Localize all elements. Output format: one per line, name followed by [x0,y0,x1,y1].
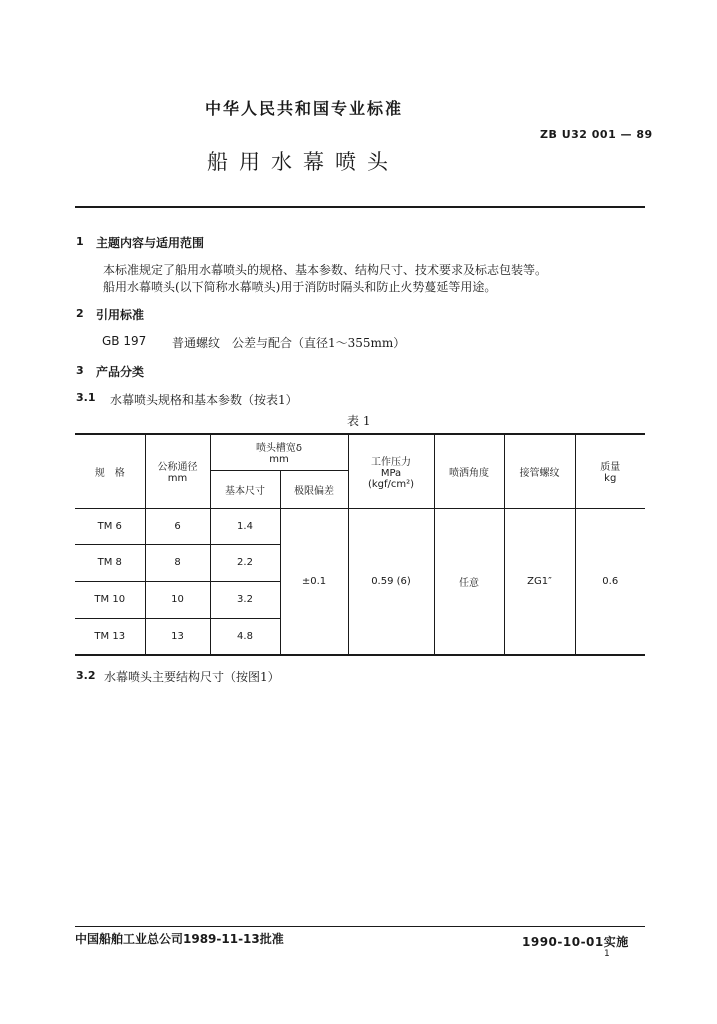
section-2-title: 引用标准 [96,308,145,322]
cell-spec: TM 10 [75,581,145,618]
cell-basic-size: 2.2 [210,544,280,581]
header-tolerance: 极限偏差 [280,470,348,508]
standard-title: 中华人民共和国专业标准 [205,99,404,118]
header-basic-size: 基本尺寸 [210,470,280,508]
header-spec: 规 格 [75,434,145,508]
cell-basic-size: 1.4 [210,508,280,544]
header-mass: 质量 kg [575,434,645,508]
reference-code: GB 197 [102,334,147,348]
standard-code: ZB U32 001 — 89 [540,128,653,141]
section-3-number: 3 [76,364,84,377]
issuer-approval: 中国船舶工业总公司1989-11-13批准 [75,932,284,946]
section-3-title: 产品分类 [96,365,145,379]
header-thread: 接管螺纹 [504,434,575,508]
cell-diameter: 13 [145,618,210,655]
section-2-number: 2 [76,307,84,320]
section-3-1-number: 3.1 [76,391,96,404]
cell-spec: TM 6 [75,508,145,544]
section-1-title: 主题内容与适用范围 [96,236,205,250]
cell-basic-size: 4.8 [210,618,280,655]
header-slot-width: 喷头槽宽δ mm [210,434,348,470]
cell-thread: ZG1″ [504,508,575,655]
section-3-2-number: 3.2 [76,669,96,682]
section-1-number: 1 [76,235,84,248]
header-pressure: 工作压力 MPa (kgf/cm²) [348,434,434,508]
cell-mass: 0.6 [575,508,645,655]
cell-pressure: 0.59 (6) [348,508,434,655]
page-number: 1 [604,949,610,959]
cell-spray-angle: 任意 [434,508,504,655]
cell-diameter: 6 [145,508,210,544]
cell-tolerance: ±0.1 [280,508,348,655]
parameter-table [75,433,645,656]
header-nominal-diameter: 公称通径 mm [145,434,210,508]
section-3-2-text: 水幕喷头主要结构尺寸（按图1） [104,670,280,684]
table-caption: 表 1 [347,414,371,428]
section-1-paragraph-2: 船用水幕喷头(以下简称水幕喷头)用于消防时隔头和防止火势蔓延等用途。 [103,280,497,294]
effective-date: 1990-10-01实施 [522,935,629,949]
header-divider [75,206,645,208]
section-3-1-text: 水幕喷头规格和基本参数（按表1） [110,393,298,407]
cell-basic-size: 3.2 [210,581,280,618]
document-title: 船用水幕喷头 [207,150,399,174]
footer-divider [75,926,645,927]
header-spray-angle: 喷洒角度 [434,434,504,508]
cell-spec: TM 8 [75,544,145,581]
cell-diameter: 10 [145,581,210,618]
section-1-paragraph-1: 本标准规定了船用水幕喷头的规格、基本参数、结构尺寸、技术要求及标志包装等。 [103,263,548,277]
cell-spec: TM 13 [75,618,145,655]
reference-title: 普通螺纹 公差与配合（直径1～355mm） [172,336,406,350]
cell-diameter: 8 [145,544,210,581]
